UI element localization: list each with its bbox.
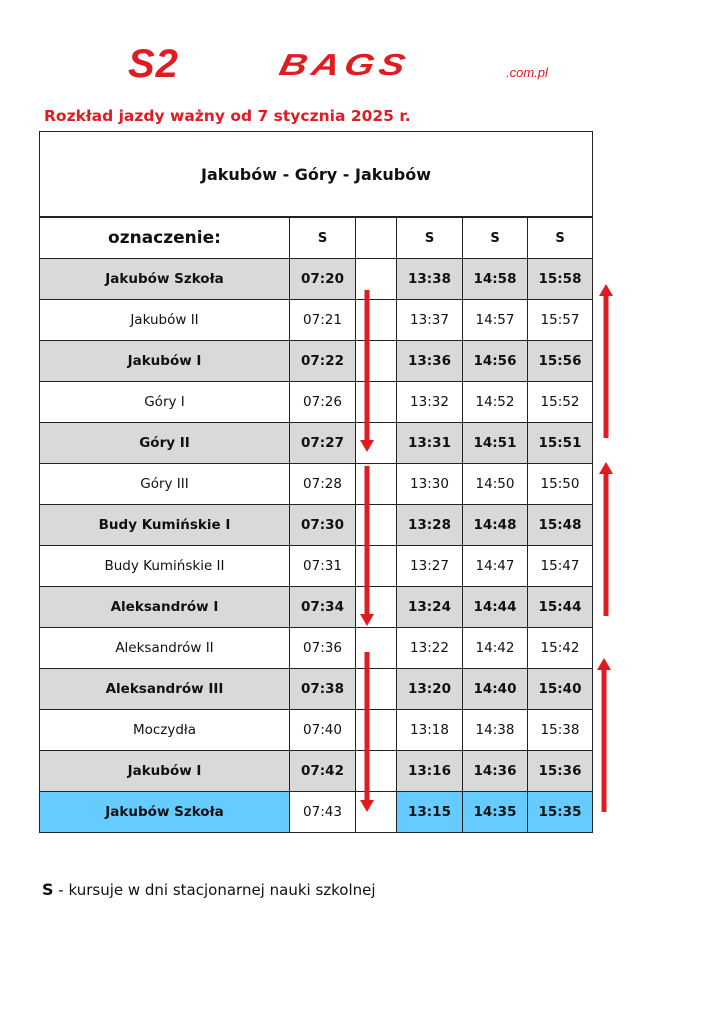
departure-time: 15:52 [528,382,593,423]
departure-time: 07:22 [290,341,356,382]
validity-notice: Rozkład jazdy ważny od 7 stycznia 2025 r. [44,107,411,125]
table-row [40,341,593,382]
empty-cell [356,710,397,751]
header-label: oznaczenie: [40,217,290,259]
empty-cell [356,751,397,792]
empty-cell [356,792,397,833]
departure-time: 14:44 [463,587,528,628]
header-row [40,217,593,259]
departure-time: 13:15 [397,792,463,833]
departure-time: 13:30 [397,464,463,505]
stop-name: Budy Kumińskie I [40,505,290,546]
table-row [40,669,593,710]
empty-cell [356,300,397,341]
departure-time: 14:48 [463,505,528,546]
legend [42,880,376,899]
departure-time: 14:57 [463,300,528,341]
departure-time: 14:52 [463,382,528,423]
departure-time: 14:35 [463,792,528,833]
up-arrowhead [597,658,611,670]
table-row [40,751,593,792]
stop-name: Góry III [40,464,290,505]
table-row [40,792,593,833]
departure-time: 15:51 [528,423,593,464]
departure-time: 07:43 [290,792,356,833]
stop-name: Jakubów II [40,300,290,341]
logo-s2: S2 [128,42,179,86]
stop-name: Jakubów Szkoła [40,259,290,300]
stop-name: Jakubów I [40,751,290,792]
empty-cell [356,546,397,587]
departure-time: 15:36 [528,751,593,792]
departure-time: 14:47 [463,546,528,587]
departure-time: 14:40 [463,669,528,710]
departure-time: 07:28 [290,464,356,505]
stop-name: Góry I [40,382,290,423]
departure-time: 15:56 [528,341,593,382]
table-row [40,628,593,669]
header-code: S [397,217,463,259]
departure-time: 14:58 [463,259,528,300]
departure-time: 15:42 [528,628,593,669]
route-title: Jakubów - Góry - Jakubów [40,132,593,218]
departure-time: 07:36 [290,628,356,669]
departure-time: 13:32 [397,382,463,423]
departure-time: 15:50 [528,464,593,505]
departure-time: 07:31 [290,546,356,587]
header-code: S [528,217,593,259]
departure-time: 15:38 [528,710,593,751]
departure-time: 14:42 [463,628,528,669]
departure-time: 15:57 [528,300,593,341]
departure-time: 07:40 [290,710,356,751]
header-code: S [463,217,528,259]
table-row [40,587,593,628]
departure-time: 15:44 [528,587,593,628]
departure-time: 15:48 [528,505,593,546]
header-code: S [290,217,356,259]
departure-time: 14:50 [463,464,528,505]
empty-cell [356,628,397,669]
empty-cell [356,669,397,710]
logo-bags: BAGS [276,48,414,82]
stop-name: Aleksandrów III [40,669,290,710]
departure-time: 13:22 [397,628,463,669]
departure-time: 13:28 [397,505,463,546]
header-code-empty [356,217,397,259]
departure-time: 13:38 [397,259,463,300]
table-row [40,423,593,464]
departure-time: 07:26 [290,382,356,423]
departure-time: 13:18 [397,710,463,751]
legend-text: - kursuje w dni stacjonarnej nauki szkolnej [53,881,376,899]
departure-time: 14:38 [463,710,528,751]
empty-cell [356,341,397,382]
timetable [39,131,593,833]
table-row [40,259,593,300]
departure-time: 13:36 [397,341,463,382]
departure-time: 13:31 [397,423,463,464]
empty-cell [356,382,397,423]
departure-time: 14:56 [463,341,528,382]
table-row [40,300,593,341]
departure-time: 07:27 [290,423,356,464]
departure-time: 07:42 [290,751,356,792]
up-arrowhead [599,284,613,296]
departure-time: 07:30 [290,505,356,546]
departure-time: 13:20 [397,669,463,710]
legend-code: S [42,880,54,899]
empty-cell [356,464,397,505]
departure-time: 15:35 [528,792,593,833]
table-row [40,464,593,505]
stop-name: Aleksandrów II [40,628,290,669]
departure-time: 07:34 [290,587,356,628]
departure-time: 13:16 [397,751,463,792]
departure-time: 15:40 [528,669,593,710]
departure-time: 07:20 [290,259,356,300]
table-row [40,546,593,587]
table-row [40,382,593,423]
logo-domain: .com.pl [506,65,548,80]
stop-name: Góry II [40,423,290,464]
table-row [40,710,593,751]
stop-name: Jakubów Szkoła [40,792,290,833]
departure-time: 13:37 [397,300,463,341]
stop-name: Moczydła [40,710,290,751]
departure-time: 07:21 [290,300,356,341]
departure-time: 13:24 [397,587,463,628]
stop-name: Aleksandrów I [40,587,290,628]
stop-name: Budy Kumińskie II [40,546,290,587]
departure-time: 13:27 [397,546,463,587]
route-title-row [40,132,593,218]
departure-time: 15:58 [528,259,593,300]
empty-cell [356,423,397,464]
departure-time: 15:47 [528,546,593,587]
empty-cell [356,259,397,300]
departure-time: 07:38 [290,669,356,710]
empty-cell [356,505,397,546]
stop-name: Jakubów I [40,341,290,382]
up-arrowhead [599,462,613,474]
departure-time: 14:51 [463,423,528,464]
table-row [40,505,593,546]
empty-cell [356,587,397,628]
departure-time: 14:36 [463,751,528,792]
